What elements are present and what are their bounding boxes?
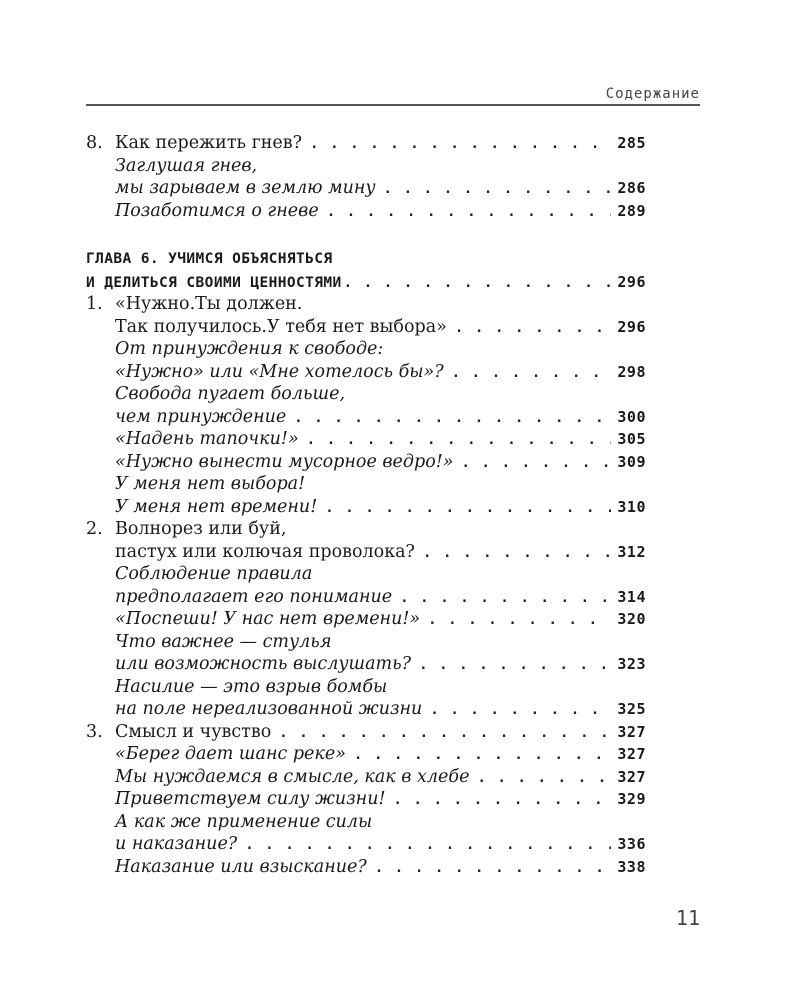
entry-title: Позаботимся о гневе — [115, 200, 319, 221]
dot-leader — [354, 744, 612, 767]
page-number: 305 — [617, 430, 646, 448]
toc-entry-line — [86, 518, 646, 541]
page-number: 298 — [617, 362, 646, 381]
entry-title: «Берег дает шанс реке» — [115, 744, 346, 764]
page-number: 327 — [617, 722, 646, 741]
entry-title: Приветствуем силу жизни! — [115, 789, 386, 809]
dot-leader — [461, 452, 611, 475]
dot-leader — [394, 789, 612, 812]
page-number: 314 — [617, 587, 646, 606]
entry-title: на поле нереализованной жизни — [115, 699, 423, 719]
entry-title: Как пережить гнев? — [115, 133, 303, 153]
dot-leader — [325, 497, 611, 520]
page-number: 327 — [617, 767, 646, 786]
toc-subentry[interactable] — [86, 653, 646, 676]
running-header: Содержание — [605, 86, 700, 102]
toc-subentry-line: Соблюдение правила — [115, 564, 313, 584]
dot-leader — [327, 201, 612, 224]
entry-title: Наказание или взыскание? — [115, 856, 367, 877]
dot-leader — [428, 609, 611, 632]
page-number: 329 — [617, 790, 646, 808]
entry-title: или возможность выслушать? — [115, 654, 412, 674]
dot-leader — [423, 542, 611, 565]
page-number: 327 — [617, 745, 646, 763]
page-number: 323 — [617, 655, 646, 673]
toc-subentry-line: Что важнее — стулья — [115, 631, 332, 652]
toc-subentry-line: Насилие — это взрыв бомбы — [115, 676, 388, 697]
dot-leader — [455, 317, 612, 340]
entry-number: 8. — [86, 133, 103, 153]
toc-entry[interactable] — [86, 541, 646, 564]
entry-title: Смысл и чувство — [115, 721, 272, 742]
page-number: 336 — [617, 835, 646, 853]
dot-leader — [430, 699, 611, 722]
page-number: 325 — [617, 700, 646, 718]
toc-subentry[interactable] — [86, 788, 646, 811]
page-number: 338 — [617, 857, 646, 876]
dot-leader — [477, 767, 611, 790]
toc-subentry[interactable] — [86, 177, 646, 200]
toc-subentry-line: А как же применение силы — [115, 811, 373, 832]
page-number: 310 — [617, 497, 646, 516]
toc-entry[interactable] — [86, 721, 646, 744]
entry-title: чем принуждение — [115, 406, 287, 427]
page-number: 320 — [617, 610, 646, 628]
dot-leader — [294, 407, 611, 430]
dot-leader — [344, 272, 612, 295]
page-number: 309 — [617, 452, 646, 471]
dot-leader — [375, 857, 612, 880]
dot-leader — [452, 362, 612, 385]
toc-subentry-line: У меня нет выбора! — [115, 474, 306, 494]
page-folio: 11 — [675, 906, 700, 930]
toc-subentry[interactable] — [86, 856, 646, 879]
entry-number: 1. — [86, 294, 103, 314]
toc-subentry-line: Свобода пугает больше, — [115, 384, 346, 404]
entry-title: мы зарываем в землю мину — [115, 178, 376, 198]
toc-subentry[interactable] — [86, 766, 646, 789]
dot-leader — [307, 429, 612, 452]
header-rule — [86, 104, 700, 106]
toc-subentry[interactable] — [86, 406, 646, 429]
entry-title: Так получилось.У тебя нет выбора» — [115, 316, 447, 337]
toc-entry[interactable] — [86, 132, 646, 155]
toc-subentry-line: От принуждения к свободе: — [115, 339, 384, 359]
page-number: 289 — [617, 201, 646, 220]
entry-title: «Нужно» или «Мне хотелось бы»? — [115, 361, 444, 382]
page-number: 286 — [617, 179, 646, 197]
entry-number: 2. — [86, 519, 103, 539]
dot-leader — [310, 133, 611, 156]
chapter-heading-line: ГЛАВА 6. УЧИМСЯ ОБЪЯСНЯТЬСЯ — [86, 251, 333, 267]
toc-subentry[interactable] — [86, 200, 646, 223]
toc-entry-line — [86, 293, 646, 316]
page-number: 296 — [617, 317, 646, 336]
entry-title: Волнорез или буй, — [115, 519, 287, 539]
entry-title: «Поспеши! У нас нет времени!» — [115, 609, 421, 629]
entry-title: предполагает его понимание — [115, 586, 393, 607]
toc-subentry[interactable] — [86, 833, 646, 856]
dot-leader — [245, 834, 611, 857]
toc-subentry[interactable] — [86, 586, 646, 609]
table-of-contents — [86, 132, 646, 878]
entry-number: 3. — [86, 721, 103, 742]
toc-subentry[interactable] — [86, 608, 646, 631]
page-number: 296 — [617, 272, 646, 291]
toc-subentry[interactable] — [86, 743, 646, 766]
toc-subentry[interactable] — [86, 451, 646, 474]
toc-entry[interactable] — [86, 316, 646, 339]
chapter-heading[interactable] — [86, 271, 646, 294]
entry-title: И ДЕЛИТЬСЯ СВОИМИ ЦЕННОСТЯМИ — [86, 274, 342, 291]
toc-subentry[interactable] — [86, 361, 646, 384]
dot-leader — [384, 178, 612, 201]
page-number: 312 — [617, 542, 646, 561]
dot-leader — [419, 654, 611, 677]
toc-subentry[interactable] — [86, 428, 646, 451]
entry-title: «Нужно.Ты должен. — [115, 294, 303, 314]
page-number: 285 — [617, 134, 646, 152]
toc-subentry[interactable] — [86, 698, 646, 721]
entry-title: «Нужно вынести мусорное ведро!» — [115, 451, 454, 472]
entry-title: пастух или колючая проволока? — [115, 541, 415, 562]
entry-title: «Надень тапочки!» — [115, 429, 299, 449]
entry-title: У меня нет времени! — [115, 496, 318, 517]
entry-title: Мы нуждаемся в смысле, как в хлебе — [115, 766, 470, 787]
toc-subentry-line: Заглушая гнев, — [115, 155, 258, 176]
toc-subentry[interactable] — [86, 496, 646, 519]
dot-leader — [400, 587, 611, 610]
dot-leader — [279, 722, 611, 745]
entry-title: и наказание? — [115, 834, 238, 854]
page-number: 300 — [617, 407, 646, 426]
